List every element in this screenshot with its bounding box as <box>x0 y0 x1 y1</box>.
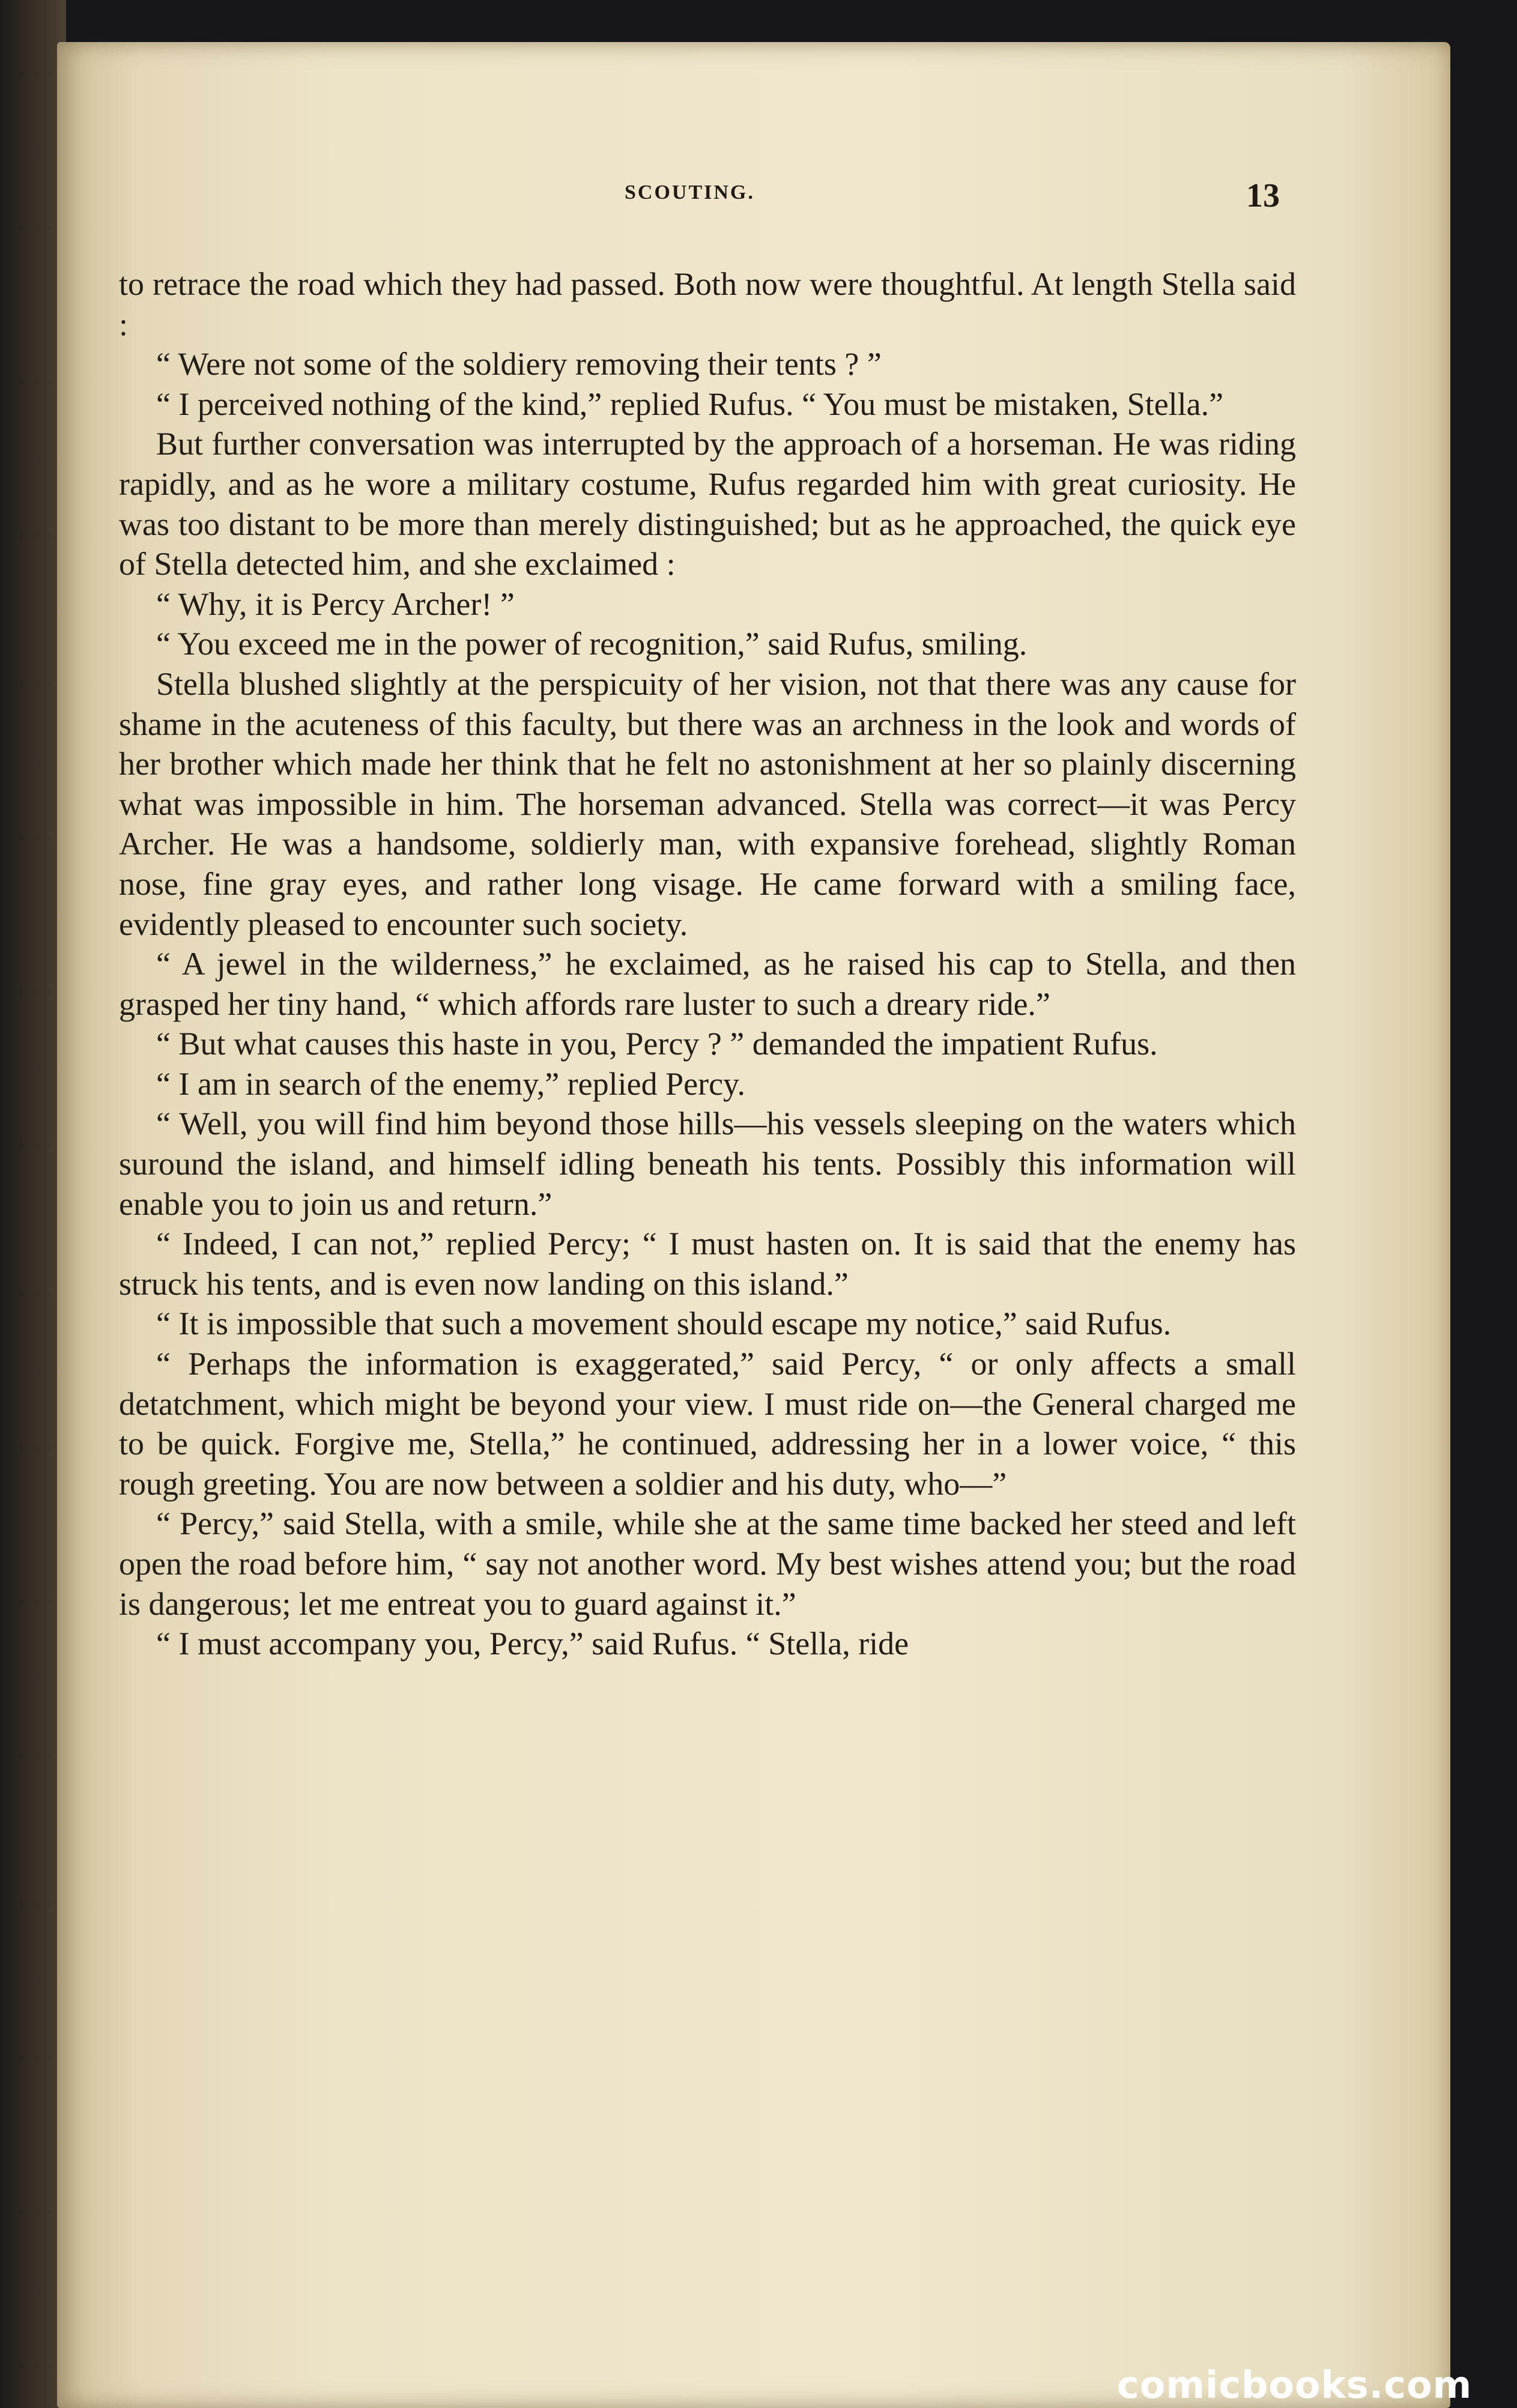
paragraph: “ I perceived nothing of the kind,” replied Rufus. “ You must be mistaken, Stella.” <box>156 386 1224 422</box>
paragraph: Stella blushed slightly at the perspicuity of her vision, not that there was any cause for shame in the acuteness of this faculty, but there was an archness in the look and words of her brother which made her think that he felt no astonishment at her so plainly discerning what was impossible in him. The horseman advanced. Stella was correct—it was Percy Archer. He was a handsome, soldierly man, with expansive forehead, slightly Roman nose, fine gray eyes, and rather long visage. He came forward with a smiling face, evidently pleased to encounter such society. <box>119 665 1296 942</box>
body-text <box>119 264 1296 1664</box>
paragraph: “ Perhaps the information is exaggerated,” said Percy, “ or only affects a small detatchment, which might be beyond your view. I must ride on—the General charged me to be quick. Forgive me, Stella,” he continued, addressing her in a lower voice, “ this rough greeting. You are now between a soldier and his duty, who—” <box>119 1346 1296 1502</box>
paragraph: “ You exceed me in the power of recognition,” said Rufus, smiling. <box>156 626 1028 662</box>
paragraph: to retrace the road which they had passed. Both now were thoughtful. At length Stella said : <box>119 266 1296 342</box>
site-watermark: comicbooks.com <box>1117 2363 1473 2407</box>
paragraph: “ I must accompany you, Percy,” said Rufus. “ Stella, ride <box>156 1626 909 1662</box>
paragraph: “ Why, it is Percy Archer! ” <box>156 585 515 622</box>
page-number: 13 <box>1246 177 1280 214</box>
paragraph: “ Indeed, I can not,” replied Percy; “ I must hasten on. It is said that the enemy has struck his tents, and is even now landing on this island.” <box>119 1226 1296 1302</box>
paragraph: “ It is impossible that such a movement should escape my notice,” said Rufus. <box>156 1305 1172 1342</box>
paragraph: “ Were not some of the soldiery removing their tents ? ” <box>156 346 882 383</box>
running-head <box>0 177 1517 217</box>
running-title: SCOUTING. <box>625 181 755 204</box>
paragraph: “ I am in search of the enemy,” replied Percy. <box>156 1065 746 1102</box>
book-spine-edge <box>0 0 66 2408</box>
paragraph: But further conversation was interrupted by the approach of a horseman. He was riding rapidly, and as he wore a military costume, Rufus regarded him with great curiosity. He was too distant to be more than merely distinguished; but as he approached, the quick eye of Stella detected him, and she exclaimed : <box>119 426 1296 582</box>
paragraph: “ A jewel in the wilderness,” he exclaimed, as he raised his cap to Stella, and then grasped her tiny hand, “ which affords rare luster to such a dreary ride.” <box>119 946 1296 1022</box>
paragraph: “ But what causes this haste in you, Percy ? ” demanded the impatient Rufus. <box>156 1026 1158 1062</box>
paragraph: “ Percy,” said Stella, with a smile, while she at the same time backed her steed and left open the road before him, “ say not another word. My best wishes attend you; but the road is dangerous; let me entreat you to guard against it.” <box>119 1505 1296 1622</box>
paragraph: “ Well, you will find him beyond those hills—his vessels sleeping on the waters which suround the island, and himself idling beneath his tents. Possibly this information will enable you to join us and return.” <box>119 1106 1296 1222</box>
